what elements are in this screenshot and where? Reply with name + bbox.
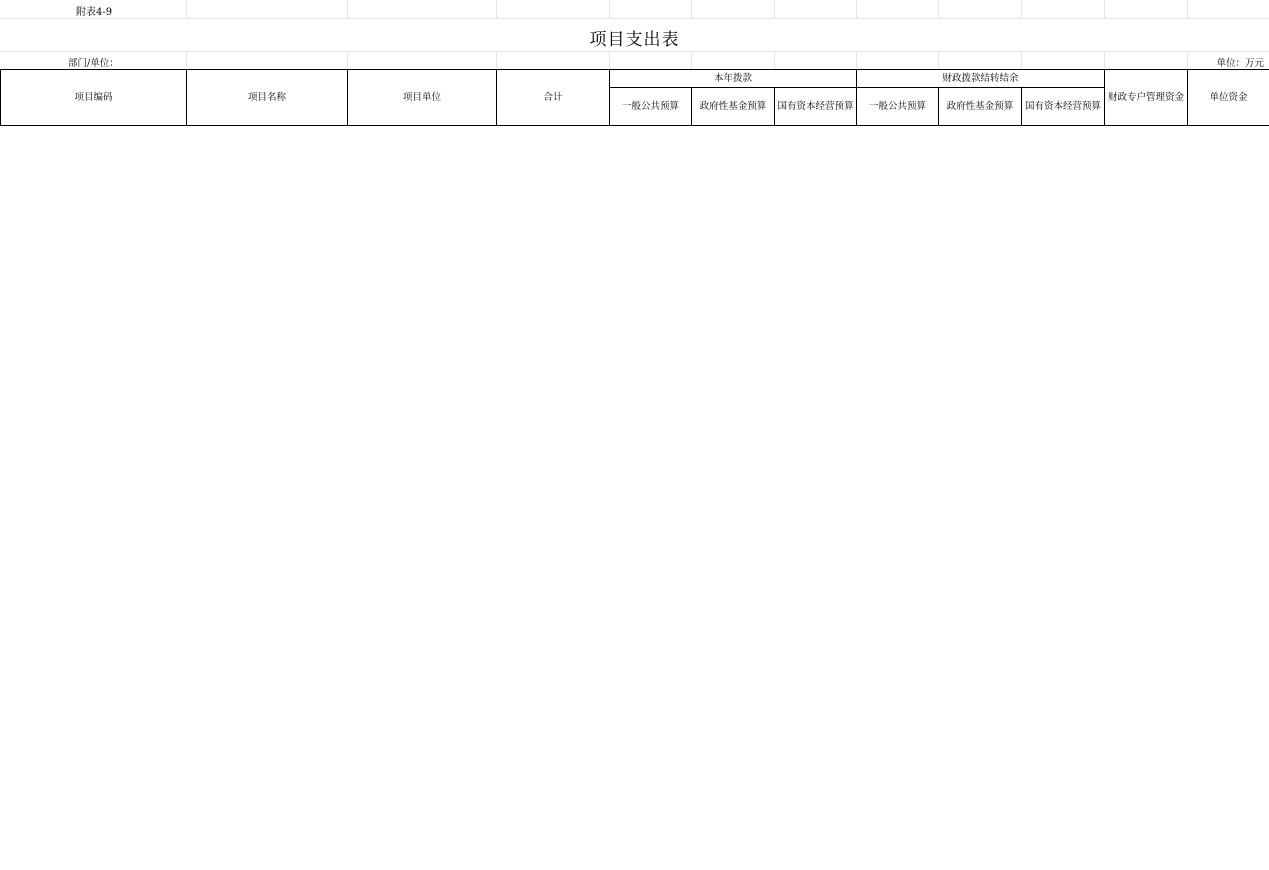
annex-row <box>0 0 1269 19</box>
header-general-carry: 一般公共预算 <box>857 88 939 126</box>
meta-row <box>0 52 1269 69</box>
header-own: 单位资金 <box>1188 70 1269 126</box>
header-code: 项目编码 <box>1 70 187 126</box>
unit-label: 单位：万元 <box>1216 58 1264 69</box>
header-unit: 项目单位 <box>348 70 497 126</box>
header-group-carry: 财政拨款结转结余 <box>857 70 1105 88</box>
header-state-capital: 国有资本经营预算 <box>775 88 857 126</box>
dept-label: 部门/单位： <box>68 58 119 69</box>
header-general: 一般公共预算 <box>610 88 692 126</box>
header-state-capital-carry: 国有资本经营预算 <box>1022 88 1105 126</box>
title-row <box>0 18 1269 52</box>
header-gov-fund-carry: 政府性基金预算 <box>939 88 1022 126</box>
header-total: 合计 <box>497 70 610 126</box>
project-expense-table <box>0 69 1269 126</box>
header-name: 项目名称 <box>187 70 348 126</box>
header-group-current: 本年拨款 <box>610 70 857 88</box>
page-title: 项目支出表 <box>589 30 680 50</box>
annex-label: 附表4-9 <box>76 7 113 18</box>
header-gov-fund: 政府性基金预算 <box>692 88 775 126</box>
header-special: 财政专户管理资金 <box>1105 70 1188 126</box>
